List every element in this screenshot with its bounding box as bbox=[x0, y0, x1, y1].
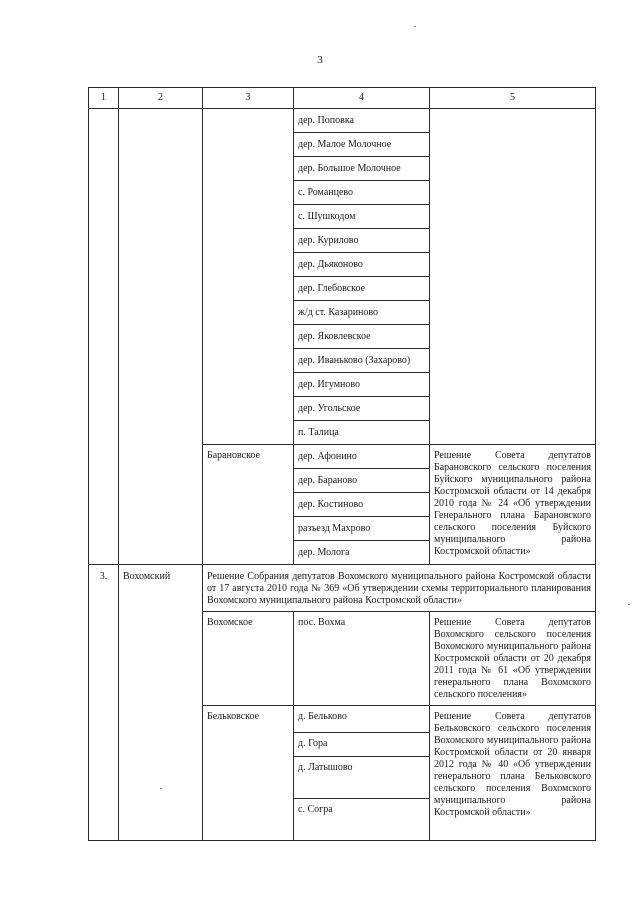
village-cell: дер. Бараново bbox=[294, 469, 430, 493]
table-row bbox=[89, 109, 596, 133]
village-cell: дер. Афонино bbox=[294, 445, 430, 469]
village-cell: дер. Угольское bbox=[294, 397, 430, 421]
village-cell: с. Шушкодом bbox=[294, 205, 430, 229]
header-col-2: 2 bbox=[119, 88, 203, 109]
village-cell: дер. Малое Молочное bbox=[294, 133, 430, 157]
village-cell: д. Латышово bbox=[294, 757, 430, 799]
row2-num-cell bbox=[89, 109, 119, 565]
village-cell: дер. Иваньково (Захарово) bbox=[294, 349, 430, 373]
header-col-3: 3 bbox=[203, 88, 294, 109]
header-col-1: 1 bbox=[89, 88, 119, 109]
village-cell: д. Бельково bbox=[294, 706, 430, 733]
row2-district-cell bbox=[119, 109, 203, 565]
settlements-table bbox=[88, 87, 596, 841]
village-cell: дер. Игумново bbox=[294, 373, 430, 397]
village-cell: дер. Костиново bbox=[294, 493, 430, 517]
village-cell: дер. Большое Молочное bbox=[294, 157, 430, 181]
header-row bbox=[89, 88, 596, 109]
village-cell: дер. Молога bbox=[294, 541, 430, 565]
settlement-name-belkovskoe: Бельковское bbox=[203, 706, 294, 841]
settlement-name-vokhomskoe: Вохомское bbox=[203, 612, 294, 706]
decision-belkovskoe: Решение Совета депутатов Бельковского сельского поселения Вохомского муниципального района Костромской области от 20 января 2012 года № 40 «Об утверждении генерального плана Бельковского сельского поселения Вохомского муниципального района Костромской области» bbox=[430, 706, 596, 841]
row3-num: 3. bbox=[89, 565, 119, 841]
village-cell: дер. Яковлевское bbox=[294, 325, 430, 349]
village-cell: разъезд Махрово bbox=[294, 517, 430, 541]
village-cell: дер. Глебовское bbox=[294, 277, 430, 301]
scan-speck bbox=[628, 604, 630, 605]
village-cell: дер. Курилово bbox=[294, 229, 430, 253]
page-number: 3 bbox=[317, 54, 323, 66]
row3-district: Вохомский bbox=[119, 565, 203, 841]
scan-speck bbox=[160, 788, 162, 789]
header-col-5: 5 bbox=[430, 88, 596, 109]
village-cell: с. Романцево bbox=[294, 181, 430, 205]
village-cell: дер. Поповка bbox=[294, 109, 430, 133]
village-cell: ж/д ст. Казариново bbox=[294, 301, 430, 325]
decision-baranovskoe: Решение Совета депутатов Барановского сельского поселения Буйского муниципального района Костромской области от 14 декабря 2010 года № 24 «Об утверждении Генерального плана Барановского сельского поселения Буйского муниципального района Костромской области» bbox=[430, 445, 596, 565]
village-cell: пос. Вохма bbox=[294, 612, 430, 706]
decision-vokhomskoe: Решение Совета депутатов Вохомского сельского поселения Вохомского муниципального района Костромской области от 20 декабря 2011 года № 61 «Об утверждении генерального плана Вохомского сельского поселения» bbox=[430, 612, 596, 706]
settlement-name-baranovskoe: Барановское bbox=[203, 445, 294, 565]
village-cell: дер. Дьяконово bbox=[294, 253, 430, 277]
row2-decision-cell bbox=[430, 109, 596, 445]
header-col-4: 4 bbox=[294, 88, 430, 109]
table-row bbox=[89, 565, 596, 612]
row2-settlement-cell bbox=[203, 109, 294, 445]
scan-speck bbox=[414, 26, 416, 27]
village-cell: п. Талица bbox=[294, 421, 430, 445]
village-cell: д. Гора bbox=[294, 733, 430, 757]
row3-district-decision: Решение Собрания депутатов Вохомского муниципального района Костромской области от 17 августа 2010 года № 369 «Об утверждении схемы территориального планирования Вохомского муниципального района Костромской области» bbox=[203, 565, 596, 612]
village-cell: с. Согра bbox=[294, 799, 430, 841]
